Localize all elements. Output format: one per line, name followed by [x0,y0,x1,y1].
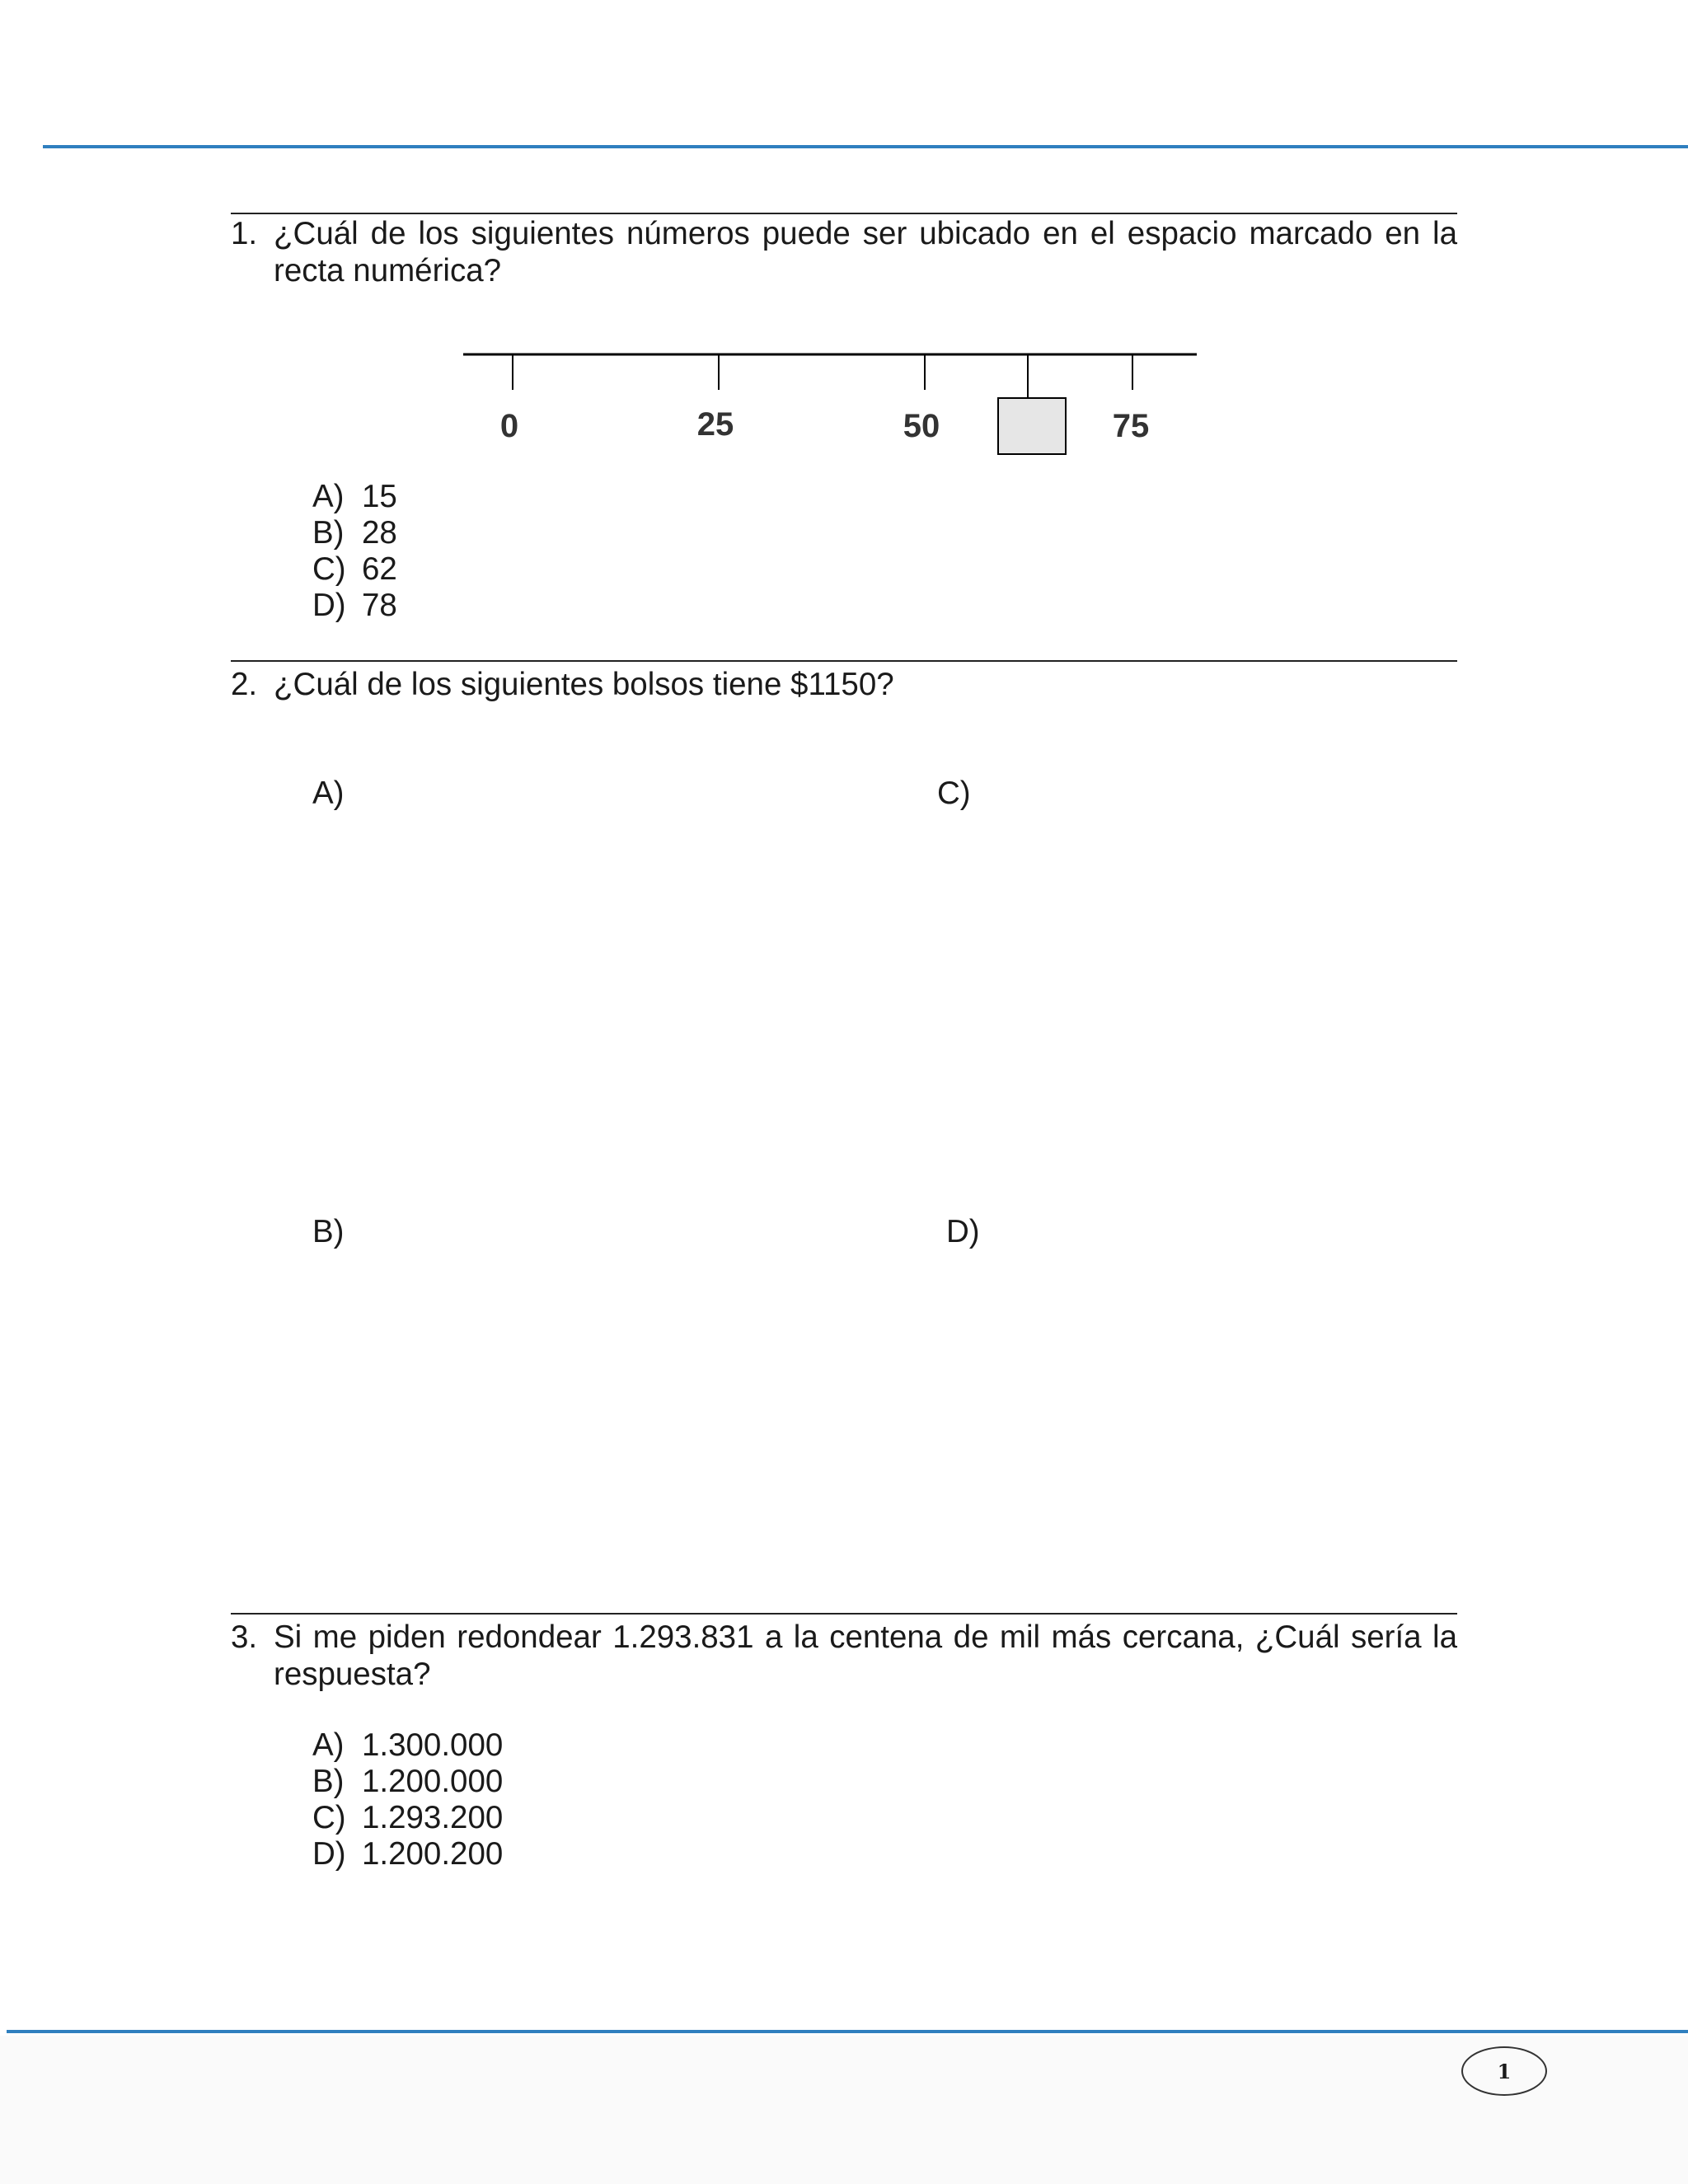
number-line-label-75: 75 [1112,408,1150,444]
question-3-option-b: B) 1.200.000 [312,1764,504,1799]
footer-rule [7,2030,1688,2033]
question-3-option-a: A) 1.300.000 [312,1727,504,1763]
question-1 [231,215,1457,289]
question-1-option-c: C) 62 [312,551,397,587]
question-1-separator [231,213,1457,214]
question-3-option-d: D) 1.200.200 [312,1836,504,1872]
question-1-option-b: B) 28 [312,515,397,551]
number-line-label-25: 25 [696,406,734,443]
question-1-number: 1. [231,216,258,251]
question-2-option-d-label: D) [946,1214,980,1249]
question-3-separator [231,1613,1457,1615]
question-1-text: ¿Cuál de los siguientes números puede ser ubicado en el espacio marcado en la recta numérica? [274,216,1457,288]
question-2-option-c-label: C) [937,776,971,811]
question-3-number: 3. [231,1619,258,1655]
question-2-text: ¿Cuál de los siguientes bolsos tiene $1150? [274,667,894,702]
number-line-label-50: 50 [903,408,940,444]
question-3-option-c: C) 1.293.200 [312,1800,504,1835]
question-2-option-b-label: B) [312,1214,345,1249]
question-2-separator [231,660,1457,662]
number-line-answer-box [998,398,1066,454]
question-2 [231,666,1457,703]
question-2-number: 2. [231,667,258,702]
number-line [457,346,1199,462]
question-3 [231,1619,1457,1693]
question-1-option-a: A) 15 [312,479,397,514]
question-2-option-a-label: A) [312,776,345,811]
question-3-text: Si me piden redondear 1.293.831 a la centena de mil más cercana, ¿Cuál sería la respuesta? [274,1619,1457,1692]
header-rule [43,145,1688,148]
page-bottom-shade [0,2036,1688,2184]
question-1-option-d: D) 78 [312,588,397,623]
number-line-label-0: 0 [499,408,519,444]
page-number: 1 [1461,2046,1547,2096]
